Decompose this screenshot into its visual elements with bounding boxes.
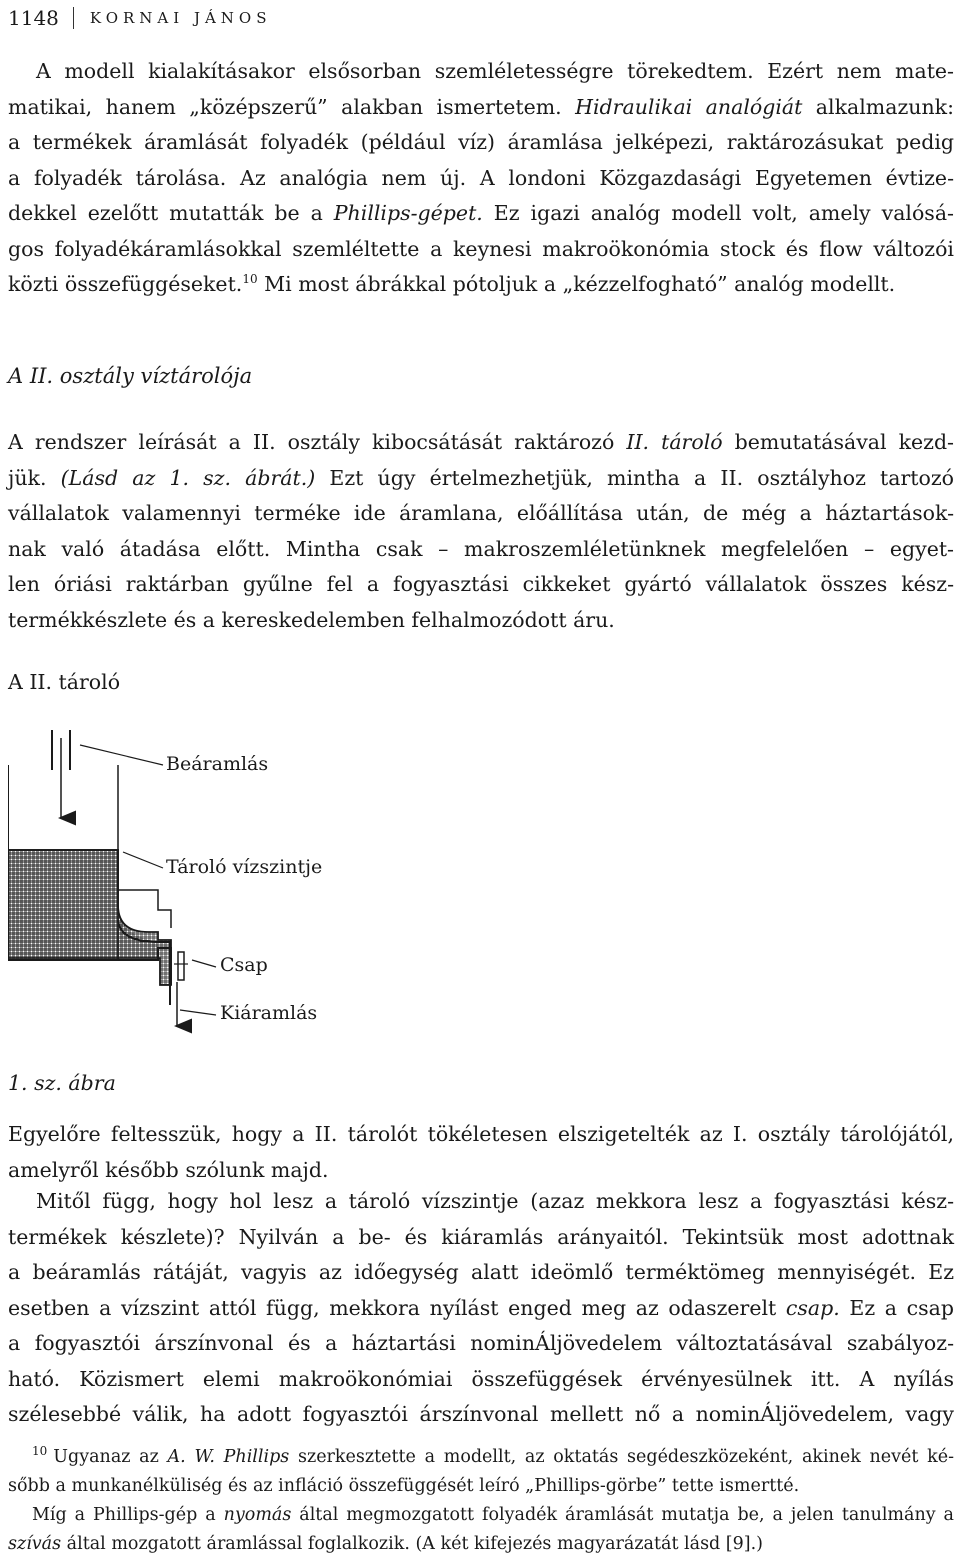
text-line: matikai, hanem „középszerű” alakban ismertetem. Hidraulikai analógiát alkalmazunk: — [8, 94, 954, 119]
tap-valve — [178, 952, 184, 980]
text-line: vállalatok valamennyi terméke ide áramlana, előállítása után, de még a háztartások- — [8, 501, 954, 525]
text-line: a folyadék tárolása. Az analógia nem új. A londoni Közgazdasági Egyetemen évtize- — [8, 165, 954, 190]
text-line: gos folyadékáramlásokkal szemléltette a keynesi makroökonómia stock és flow változói — [8, 236, 954, 261]
text-line: közti összefüggéseket.$^{10}$ Mi most ábrákkal pótoljuk a „kézzelfogható” analóg modellt. — [8, 272, 896, 296]
label-water-level: Tároló vízszintje — [166, 856, 323, 878]
text-line: A rendszer leírását a II. osztály kibocsátását raktározó II. tároló bemutatásával kezd- — [8, 430, 954, 454]
text-line: nak való átadása előtt. Mintha csak – makroszemléletünknek megfelelően – egyet- — [8, 536, 954, 561]
text-line: termékkészlete és a kereskedelemben felhalmozódott áru. — [8, 607, 615, 632]
figure-caption: 1. sz. ábra — [8, 1070, 116, 1095]
leader-level — [123, 852, 163, 868]
paragraph-water-level — [8, 1184, 954, 1433]
footnote-ref[interactable]: 10 — [242, 272, 258, 287]
tank-wall-right — [118, 765, 171, 928]
text-line: a beáramlás rátáját, vagyis az időegység alatt ideömlő terméktömeg mennyiségét. Ez — [8, 1260, 954, 1284]
text-line: termékek készlete)? Nyilván a be- és kiáramlás arányaitól. Tekintsük most adottnak — [8, 1224, 954, 1249]
tank-svg — [8, 720, 608, 1090]
leader-outflow — [180, 1010, 216, 1015]
label-inflow: Beáramlás — [166, 753, 269, 775]
text-line: szélesebbé válik, ha adott fogyasztói árszínvonal mellett nő a nominÁljövedelem, vagy — [8, 1402, 954, 1426]
footnote-line: sőbb a munkanélküliség és az infláció összefüggését leíró „Phillips-görbe” tette ismertté. — [8, 1476, 800, 1496]
footnote-line: $^{10}$ Ugyanaz az A. W. Phillips szerkesztette a modellt, az oktatás segédeszközeként, akinek nevét ké- — [32, 1444, 954, 1467]
header-divider — [73, 7, 74, 29]
tank-diagram — [8, 720, 608, 1090]
leader-inflow — [80, 745, 163, 765]
text-line: len óriási raktárban gyűlne fel a fogyasztási cikkeket gyártó vállalatok összes kész- — [8, 572, 954, 596]
paragraph-assumption — [8, 1117, 954, 1188]
text-line: A modell kialakításakor elsősorban szemléletességre törekedtem. Ezért nem mate- — [36, 59, 954, 83]
leader-tap — [192, 960, 216, 967]
text-line: Egyelőre feltesszük, hogy a II. tárolót tökéletesen elszigetelték az I. osztály tárolójától, — [8, 1122, 954, 1146]
text-line: esetben a vízszint attól függ, mekkora nyílást enged meg az odaszerelt csap. Ez a csap — [8, 1295, 954, 1320]
page-number: 1148 — [8, 6, 59, 30]
label-outflow: Kiáramlás — [220, 1002, 318, 1024]
text-line: ható. Közismert elemi makroökonómiai összefüggések érvényesülnek itt. A nyílás — [8, 1366, 954, 1391]
text-line: Mitől függ, hogy hol lesz a tároló vízszintje (azaz mekkora lesz a fogyasztási kész- — [36, 1189, 954, 1213]
text-line: a fogyasztói árszínvonal és a háztartási nominÁljövedelem változtatásával szabályoz- — [8, 1331, 954, 1355]
section-heading: A II. osztály víztárolója — [8, 364, 253, 388]
label-tap: Csap — [220, 954, 268, 976]
text-line: dekkel ezelőtt mutatták be a Phillips-gépet. Ez igazi analóg modell volt, amely valósá- — [8, 201, 954, 225]
footnote — [8, 1443, 954, 1559]
text-line: a termékek áramlását folyadék (például víz) áramlása jelképezi, raktározásukat pedig — [8, 130, 954, 154]
text-line: jük. (Lásd az 1. sz. ábrát.) Ezt úgy értelmezhetjük, mintha a II. osztályhoz tartozó — [8, 465, 954, 490]
section-paragraph — [8, 425, 954, 638]
footnote-line: Míg a Phillips-gép a nyomás által megmozgatott folyadék áramlását mutatja be, a jelen tanulmány a — [32, 1505, 954, 1525]
tank-water-level — [8, 850, 118, 960]
intro-paragraph — [8, 54, 954, 303]
text-line: amelyről később szólunk majd. — [8, 1157, 329, 1182]
footnote-number: 10 — [32, 1444, 48, 1459]
running-head-author: KORNAI JÁNOS — [89, 9, 272, 27]
figure-title: A II. tároló — [8, 670, 121, 694]
running-head — [8, 4, 272, 32]
footnote-line: szívás által mozgatott áramlással foglalkozik. (A két kifejezés magyarázatát lásd [9].) — [8, 1534, 763, 1554]
